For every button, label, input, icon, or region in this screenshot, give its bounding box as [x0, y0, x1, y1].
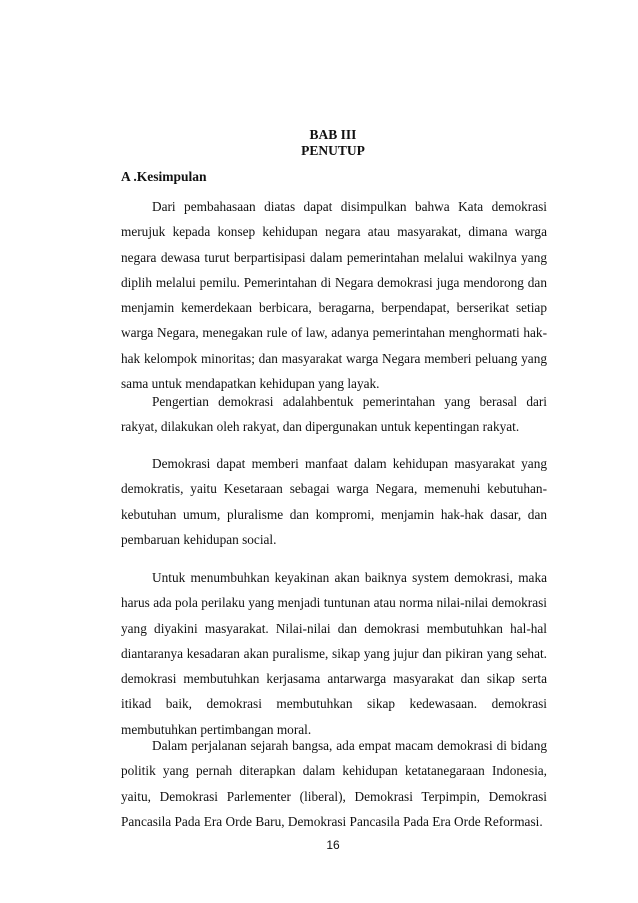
section-title: A .Kesimpulan	[121, 169, 207, 184]
paragraph-conclusion-1: Dari pembahasaan diatas dapat disimpulkan bahwa Kata demokrasi merujuk kepada konsep kehidupan negara atau masyarakat, dimana warga negara dewasa turut berpartisipasi dalam pemerintahan melalui wakilnya yang diplih melalui pemilu. Pemerintahan di Negara demokrasi juga mendorong dan menjamin kemerdekaan berbicara, beragarna, berpendapat, berserikat setiap warga Negara, menegakan rule of law, adanya pemerintahan menghormati hak-hak kelompok minoritas; dan masyarakat warga Negara memberi peluang yang sama untuk mendapatkan kehidupan yang layak.	[121, 199, 547, 392]
chapter-number: BAB III	[309, 127, 357, 142]
paragraph-conclusion-2: Pengertian demokrasi adalahbentuk pemerintahan yang berasal dari rakyat, dilakukan oleh rakyat, dan dipergunakan untuk kepentingan rakyat.	[121, 394, 547, 435]
paragraph-conclusion-3: Demokrasi dapat memberi manfaat dalam kehidupan masyarakat yang demokratis, yaitu Kesetaraan sebagai warga Negara, memenuhi kebutuhan-kebutuhan umum, pluralisme dan kompromi, menjamin hak-hak dasar, dan pembaruan kehidupan social.	[121, 456, 547, 547]
chapter-title: PENUTUP	[301, 143, 365, 158]
page-number: 16	[326, 838, 340, 852]
paragraph-conclusion-5: Dalam perjalanan sejarah bangsa, ada empat macam demokrasi di bidang politik yang pernah diterapkan dalam kehidupan ketatanegaraan Indonesia, yaitu, Demokrasi Parlementer (liberal), Demokrasi Terpimpin, Demokrasi Pancasila Pada Era Orde Baru, Demokrasi Pancasila Pada Era Orde Reformasi.	[121, 738, 547, 829]
paragraph-conclusion-4: Untuk menumbuhkan keyakinan akan baiknya system demokrasi, maka harus ada pola perilaku yang menjadi tuntunan atau norma nilai-nilai demokrasi yang diyakini masyarakat. Nilai-nilai dan demokrasi membutuhkan hal-hal diantaranya kesadaran akan puralisme, sikap yang jujur dan pikiran yang sehat. demokrasi membutuhkan kerjasama antarwarga masyarakat dan sikap serta itikad baik, demokrasi membutuhkan sikap kedewasaan. demokrasi membutuhkan pertimbangan moral.	[121, 570, 547, 737]
